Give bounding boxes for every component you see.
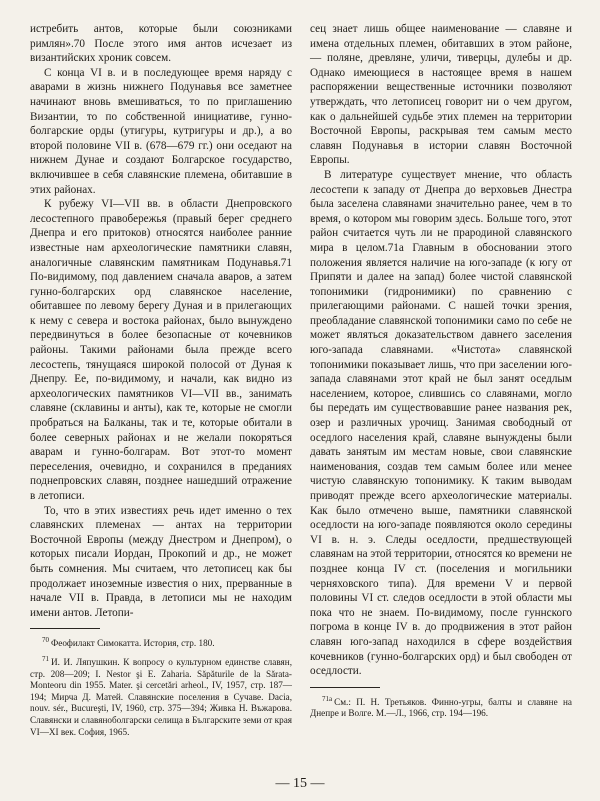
paragraph: К рубежу VI—VII вв. в области Днепровского лесостепного правобережья (правый берег среднего Днепра и его притоков) относятся наиболее ранние известные нам археологические памятники славян, аналогичные славянским памятникам Подунавья.71 По-видимому, под давлением сначала аваров, а затем гунно-болгарских орд славянское население, обитавшее по левому берегу Дуная и в прилегающих к нему с севера и востока районах, было вынуждено передвинуться в более безопасные от кочевников районы. Такими районами была прежде всего лесостепь, тянущаяся широкой полосой от Дуная к Днепру. Ее, по-видимому, и начали, как видно из археологических памятников VI—VII вв., занимать славяне (склавины и анты), как те, которые не смогли пробраться на Балканы, так и те, которые обитали в более северных районах и не желали покоряться аварам и гунно-болгарам. Вот этот-то момент переселения, очевидно, и сохранился в преданиях поднепровских славян, позднее нашедший отражение в летописи. (30, 198, 292, 502)
footnote-number: 70 (42, 636, 49, 645)
left-column (30, 22, 292, 742)
footnote-text: См.: П. Н. Третьяков. Финно-угры, балты и славяне на Днепре и Волге. М.—Л., 1966, стр. 194—196. (310, 696, 572, 719)
footnote-text: И. И. Ляпушкин. К вопросу о культурном единстве славян, стр. 208—209; I. Nestor şi E. Zaharia. Săpăturile de la Sărata-Monteoru din 1955. Mater. şi cercetări arheol., IV, 1957, стр. 187—194; Мирча Д. Матей. Славянские поселения в Сучаве. Dacia, nouv. sér., Bucureşti, IV, 1960, стр. 375—394; Живка Н. Въжарова. Славянски и славяноболгарски селища в Българските земи от края VI—XI век. София, 1965. (30, 657, 292, 737)
footnote-divider (310, 687, 380, 688)
paragraph: истребить антов, которые были союзниками римлян».70 После этого имя антов исчезает из византийских хроник совсем. (30, 23, 292, 65)
footnote-number: 71 (42, 655, 49, 663)
page-number: — 15 — (275, 776, 325, 791)
footnote (30, 635, 292, 650)
paragraph: То, что в этих известиях речь идет именно о тех славянских племенах — антах на территории Восточной Европы (между Днестром и Днепром), о которых писали Иордан, Прокопий и др., не может быть сомнения. Мы считаем, что летописец как бы продолжает иноземные известия о них, прерванные в начале VII в. Правда, в летописи мы не находим имени антов. Летопи- (30, 504, 292, 619)
footnote-divider (30, 628, 100, 629)
footnote (310, 694, 572, 720)
paragraph: С конца VI в. и в последующее время наряду с аварами в жизнь нижнего Подунавья все заметнее начинают вновь вмешиваться, то по приглашению Византии, то по собственной инициативе, гунно-болгарские орды (утигуры, кутригуры и др.), а во второй половине VII в. (678—679 гг.) они оседают на нижнем Дунае и создают Болгарское государство, включившее в себя славянские племена, обитавшие в этих районах. (30, 66, 292, 196)
paragraph: сец знает лишь общее наименование — славяне и имена отдельных племен, обитавших в этом районе, — поляне, древляне, уличи, тиверцы, дулебы и др. Однако имеющиеся в настоящее время в нашем распоряжении вещественные источники позволяют утверждать, что летописец говорит ни о чем другом, как о дальнейшей судьбе этих племен на территории Восточной Европы, раскрывая тем самым место славян Подунавья в истории славян Восточной Европы. (310, 23, 572, 167)
footnote (30, 654, 292, 738)
footnote-number: 71а (322, 694, 333, 703)
paragraph: В литературе существует мнение, что область лесостепи к западу от Днепра до верховьев Днестра была заселена славянами значительно ранее, чем в то время, о котором мы говорим здесь. Больше того, этот район считается чуть ли не прародиной славянского мира в целом.71а Главным в обосновании этого положения является наличие на юго-западе (к югу от Припяти и далее на запад) более чистой славянской топонимики (гидронимики) по сравнению с прилегающими районами. С нашей точки зрения, преобладание славянской топонимики само по себе не может являться доказательством давнего заселения юго-запада славянами. «Чистота» славянской топонимики показывает лишь, что при заселении юго-запада славянами этот край не был занят оседлым населением, которое, слившись со славянами, могло бы передать им существовавшие ранее названия рек, озер и различных урочищ. Занимая свободный от оседлого населения край, славяне вынуждены были давать занятым им местам новые, свои славянские наименования, создав тем самым более или менее чистую славянскую топонимику. К таким выводам приводят прежде всего археологические материалы. Как было отмечено выше, памятники славянской оседлости на юго-западе появляются около середины VI в. н. э. Следы оседлости, предшествующей славянам на этой территории, относятся ко времени не позднее конца IV ст. (поселения и могильники черняховского типа). Для времени V и первой половины VI ст. следов оседлости в этой области мы пока что не знаем. По-видимому, после гуннского погрома в конце IV в. до продвижения в этот район славян юго-запад находился в сфере воздействия кочевников (гунно-болгарских орд) и был свободен от оседлости. (310, 168, 572, 678)
right-column (310, 22, 572, 724)
footnote-text: Феофилакт Симокатта. История, стр. 180. (51, 638, 215, 649)
